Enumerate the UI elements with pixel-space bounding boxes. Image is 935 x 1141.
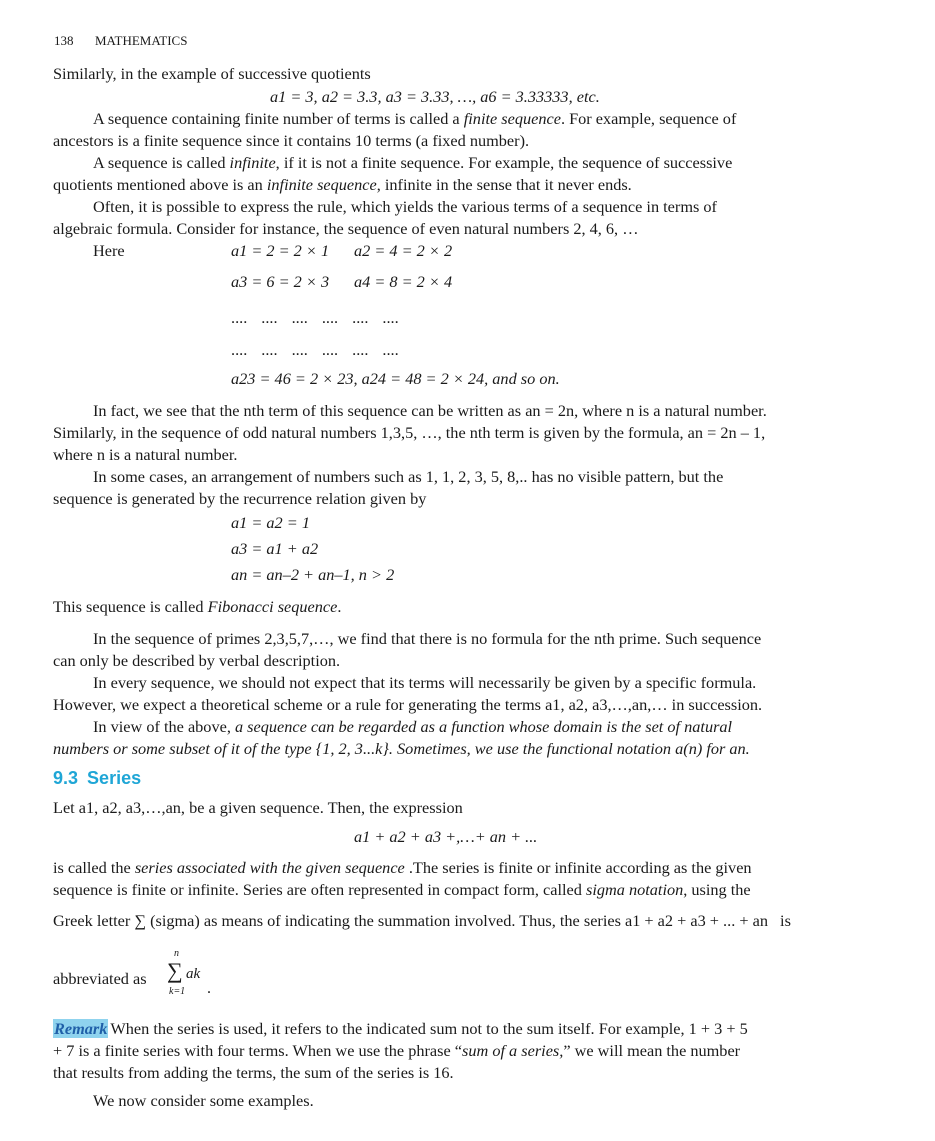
section-heading <box>53 768 141 789</box>
fib-para-line2: sequence is generated by the recurrence relation given by <box>53 489 427 508</box>
running-header: MATHEMATICS <box>95 33 188 48</box>
primes-para-line2: can only be described by verbal description. <box>53 651 341 670</box>
abbreviated-label: abbreviated as <box>53 969 147 988</box>
remark-line2: + 7 is a finite series with four terms. When we use the phrase “sum of a series,” we will mean the number <box>53 1041 741 1060</box>
finite-para-line2: ancestors is a finite sequence since it contains 10 terms (a fixed number). <box>53 131 530 150</box>
view-para-line1: In view of the above, a sequence can be regarded as a function whose domain is the set of natural <box>93 717 733 736</box>
even-term-a1: a1 = 2 = 2 × 1 <box>231 241 330 260</box>
primes-para-line1: In the sequence of primes 2,3,5,7,…, we find that there is no formula for the nth prime. Such sequence <box>93 629 762 648</box>
fib-eq-1: a1 = a2 = 1 <box>231 513 310 532</box>
sigma-notation <box>164 948 224 1006</box>
quotients-sequence: a1 = 3, a2 = 3.3, a3 = 3.33, …, a6 = 3.33333, etc. <box>270 87 600 106</box>
intro-line: Similarly, in the example of successive quotients <box>53 64 371 83</box>
even-term-last: a23 = 46 = 2 × 23, a24 = 48 = 2 × 24, and so on. <box>231 369 560 388</box>
sigma-period: . <box>207 980 211 997</box>
even-term-a2: a2 = 4 = 2 × 2 <box>354 241 453 260</box>
series-para-line1: Let a1, a2, a3,…,an, be a given sequence. Then, the expression <box>53 798 463 817</box>
rule-para-line2: algebraic formula. Consider for instance, the sequence of even natural numbers 2, 4, 6, … <box>53 219 639 238</box>
fibonacci-caption: This sequence is called Fibonacci sequence. <box>53 597 342 616</box>
sigma-upper-limit: n <box>174 948 179 959</box>
remark-label: Remark <box>54 1019 108 1038</box>
fib-eq-2: a3 = a1 + a2 <box>231 539 319 558</box>
nth-para-line2: Similarly, in the sequence of odd natural numbers 1,3,5, …, the nth term is given by the formula, an = 2n – 1, <box>53 423 766 442</box>
every-para-line2: However, we expect a theoretical scheme or a rule for generating the terms a1, a2, a3,…,an,… in succession. <box>53 695 763 714</box>
here-label: Here <box>93 241 125 260</box>
finite-para-line1: A sequence containing finite number of terms is called a finite sequence. For example, sequence of <box>93 109 737 128</box>
remark-line1: Remark When the series is used, it refers to the indicated sum not to the sum itself. For example, 1 + 3 + 5 <box>54 1019 748 1038</box>
rule-para-line1: Often, it is possible to express the rule, which yields the various terms of a sequence in terms of <box>93 197 717 216</box>
infinite-para-line1: A sequence is called infinite, if it is not a finite sequence. For example, the sequence of successive <box>93 153 733 172</box>
every-para-line1: In every sequence, we should not expect that its terms will necessarily be given by a specific formula. <box>93 673 757 692</box>
page-number: 138 <box>54 33 74 48</box>
ellipsis-row-1: .... .... .... .... .... .... <box>231 308 399 327</box>
series-para-line3: sequence is finite or infinite. Series are often represented in compact form, called sigma notation, using the <box>53 880 751 899</box>
sigma-lower-limit: k=1 <box>169 986 186 997</box>
series-para-line2: is called the series associated with the given sequence .The series is finite or infinite according as the given <box>53 858 752 877</box>
closing-line: We now consider some examples. <box>93 1091 314 1110</box>
nth-para-line1: In fact, we see that the nth term of this sequence can be written as an = 2n, where n is a natural number. <box>93 401 767 420</box>
ellipsis-row-2: .... .... .... .... .... .... <box>231 340 399 359</box>
section-title: Series <box>87 768 142 788</box>
even-term-a4: a4 = 8 = 2 × 4 <box>354 272 453 291</box>
sigma-summand: ak <box>186 966 201 982</box>
view-para-line2: numbers or some subset of it of the type {1, 2, 3...k}. Sometimes, we use the functional notation a(n) for an. <box>53 739 750 758</box>
fib-eq-3: an = an–2 + an–1, n > 2 <box>231 565 395 584</box>
series-expression: a1 + a2 + a3 +,…+ an + ... <box>354 827 538 846</box>
series-para-line4: Greek letter ∑ (sigma) as means of indicating the summation involved. Thus, the series a1 + a2 + a3 + ... + an is <box>53 911 791 930</box>
remark-line3: that results from adding the terms, the sum of the series is 16. <box>53 1063 454 1082</box>
even-term-a3: a3 = 6 = 2 × 3 <box>231 272 330 291</box>
section-number: 9.3 <box>53 768 79 788</box>
fib-para-line1: In some cases, an arrangement of numbers such as 1, 1, 2, 3, 5, 8,.. has no visible pattern, but the <box>93 467 724 486</box>
infinite-para-line2: quotients mentioned above is an infinite sequence, infinite in the sense that it never ends. <box>53 175 632 194</box>
sigma-icon: ∑ <box>167 958 183 983</box>
sigma-symbol: ∑ <box>134 911 146 930</box>
nth-para-line3: where n is a natural number. <box>53 445 238 464</box>
